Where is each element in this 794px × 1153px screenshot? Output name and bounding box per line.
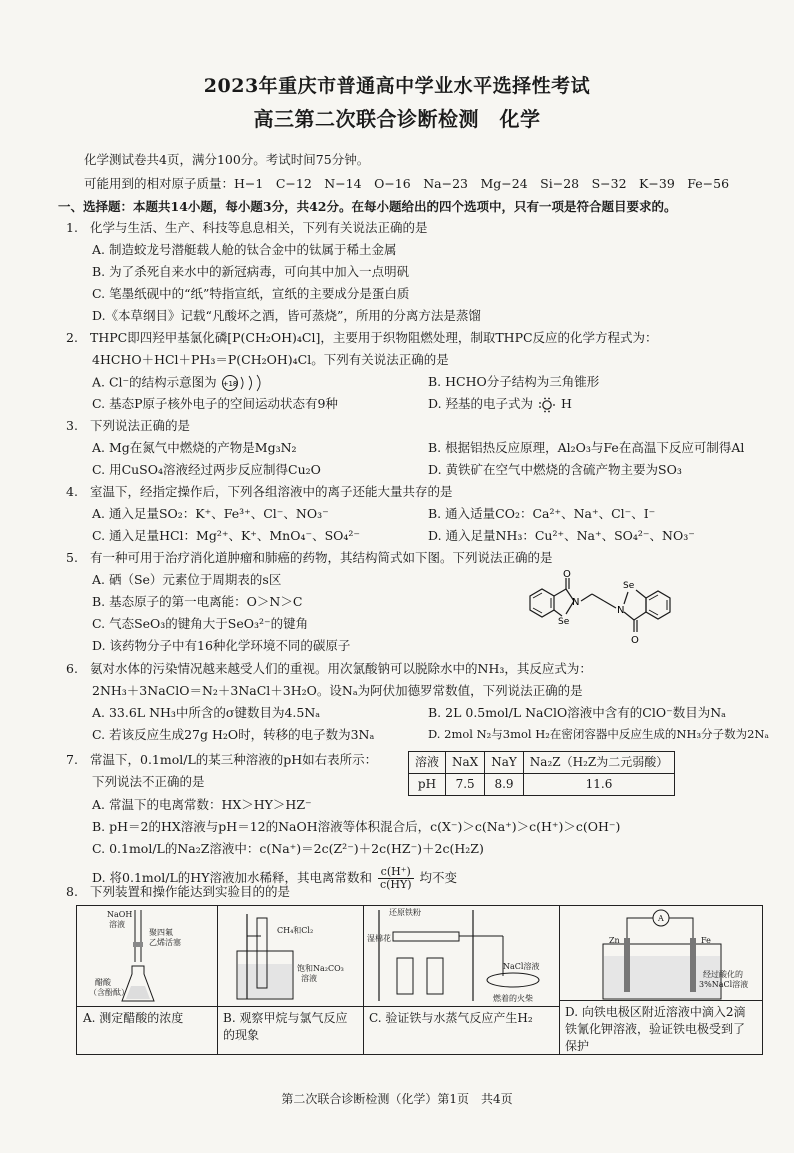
table-header-row (409, 752, 675, 774)
table-cell: 11.6 (523, 774, 674, 796)
question-stem: THPC即四羟甲基氯化磷[P(CH₂OH)₄Cl]，主要用于织物阻燃处理，制取THPC反应的化学方程式为： (90, 330, 658, 345)
hydroxyl-electron-formula (537, 397, 557, 413)
apparatus-cell-d (559, 906, 762, 1054)
selenium-label-right: Se (623, 581, 635, 591)
option-a: A. 硒（Se）元素位于周期表的s区 (92, 572, 282, 587)
option-a: A. 通入足量SO₂：K⁺、Fe³⁺、Cl⁻、NO₃⁻ (92, 506, 329, 521)
question-stem-2: 4HCHO＋HCl＋PH₃＝P(CH₂OH)₄Cl。下列有关说法正确的是 (92, 352, 449, 367)
option-b: B. 根据铝热反应原理，Al₂O₃与Fe在高温下反应可制得Al (428, 440, 745, 455)
question-number: 1. (66, 220, 78, 235)
label-nacl: NaCl溶液 (503, 962, 540, 971)
question-stem: 常温下，0.1mol/L的某三种溶液的pH如右表所示： (90, 752, 378, 767)
fraction-numerator: c(H⁺) (378, 866, 414, 879)
apparatus-cell-b (217, 906, 364, 1054)
option-b: B. 基态原子的第一电离能：O＞N＞C (92, 594, 303, 609)
question-stem: 下列说法正确的是 (90, 418, 191, 433)
apparatus-panel (76, 905, 763, 1055)
oxygen-label-left: O (563, 569, 571, 580)
option-c: C. 通入足量HCl：Mg²⁺、K⁺、MnO₄⁻、SO₄²⁻ (92, 528, 361, 543)
hydroxyl-h: H (561, 396, 572, 411)
option-d: D. 该药物分子中有16种化学环境不同的碳原子 (92, 638, 351, 653)
section-heading: 一、选择题：本题共14小题，每小题3分，共42分。在每小题给出的四个选项中，只有一项是符合题目要求的。 (58, 199, 677, 214)
label-naoh: NaOH (107, 910, 133, 919)
option-d-text: D. 羟基的电子式为 (428, 396, 534, 411)
label-solution-b: 溶液 (301, 974, 317, 983)
exam-subtitle: 高三第二次联合诊断检测 化学 (253, 107, 541, 131)
fraction (378, 866, 414, 891)
label-ch4-cl2: CH₄和Cl₂ (277, 926, 314, 935)
label-ptfe: 聚四氟 (149, 928, 173, 937)
option-d: D. 通入足量NH₃：Cu²⁺、Na⁺、SO₄²⁻、NO₃⁻ (428, 528, 695, 543)
methane-chlorine-apparatus-diagram (217, 906, 363, 1006)
option-c: C. 气态SeO₃的键角大于SeO₃²⁻的键角 (92, 616, 309, 631)
option-a: A. Mg在氮气中燃烧的产物是Mg₃N₂ (92, 440, 297, 455)
option-c: C. 0.1mol/L的Na₂Z溶液中：c(Na⁺)＝2c(Z²⁻)＋2c(HZ⁻)＋2c(H₂Z) (92, 841, 484, 856)
caption-d: D. 向铁电极区附近溶液中滴入2滴铁氰化钾溶液，验证铁电极受到了保护 (559, 1000, 762, 1057)
ph-table (408, 751, 675, 796)
question-stem-2: 下列说法不正确的是 (92, 774, 205, 789)
exam-title: 2023年重庆市普通高中学业水平选择性考试 (203, 75, 591, 97)
iron-steam-apparatus-diagram (363, 906, 559, 1006)
question-number: 5. (66, 550, 78, 565)
caption-c: C. 验证铁与水蒸气反应产生H₂ (363, 1006, 559, 1030)
table-row (409, 774, 675, 796)
question-stem: 有一种可用于治疗消化道肿瘤和肺癌的药物，其结构简式如下图。下列说法正确的是 (90, 550, 553, 565)
option-a: A. 33.6L NH₃中所含的σ键数目为4.5Nₐ (92, 705, 321, 720)
label-na2co3: 饱和Na₂CO₃ (297, 964, 344, 973)
label-fe: Fe (701, 936, 711, 945)
nitrogen-label-right: N (617, 605, 625, 616)
page-footer: 第二次联合诊断检测（化学）第1页 共4页 (281, 1092, 513, 1106)
option-d: D.《本草纲目》记载“凡酸坏之酒，皆可蒸烧”，所用的分离方法是蒸馏 (92, 308, 481, 323)
apparatus-cell-a (77, 906, 218, 1054)
atomic-masses: 可能用到的相对原子质量：H−1 C−12 N−14 O−16 Na−23 Mg−24 Si−28 S−32 K−39 Fe−56 (84, 176, 730, 191)
cl-ion-structure-diagram (221, 374, 269, 392)
option-c: C. 基态P原子核外电子的空间运动状态有9种 (92, 396, 338, 411)
option-c: C. 若该反应生成27g H₂O时，转移的电子数为3Nₐ (92, 727, 375, 742)
option-b: B. HCHO分子结构为三角锥形 (428, 374, 600, 389)
question-number: 4. (66, 484, 78, 499)
option-d (428, 396, 572, 413)
question-number: 3. (66, 418, 78, 433)
label-zn: Zn (609, 936, 620, 945)
fraction-denominator: c(HY) (379, 878, 412, 892)
option-a: A. 制造蛟龙号潜艇载人舱的钛合金中的钛属于稀土金属 (92, 242, 397, 257)
caption-b: B. 观察甲烷与氯气反应的现象 (217, 1006, 363, 1047)
option-a (92, 374, 269, 392)
option-b: B. 2L 0.5mol/L NaClO溶液中含有的ClO⁻数目为Nₐ (428, 705, 726, 720)
table-header-cell: Na₂Z（H₂Z为二元弱酸） (523, 752, 674, 774)
option-a-text: A. Cl⁻的结构示意图为 (92, 374, 217, 390)
option-d: D. 2mol N₂与3mol H₂在密闭容器中反应生成的NH₃分子数为2Nₐ (428, 727, 769, 741)
label-match: 燃着的火柴 (493, 994, 533, 1003)
question-stem: 下列装置和操作能达到实验目的的是 (90, 884, 291, 899)
option-b: B. 为了杀死自来水中的新冠病毒，可向其中加入一点明矾 (92, 264, 410, 279)
label-wet-cotton: 湿棉花 (367, 934, 391, 943)
ammeter-label: A (658, 914, 664, 923)
question-stem: 室温下，经指定操作后，下列各组溶液中的离子还能大量共存的是 (90, 484, 453, 499)
option-d-text: D. 将0.1mol/L的HY溶液加水稀释，其电离常数和 (92, 870, 372, 886)
label-phenolphthalein: （含酚酞） (89, 988, 129, 997)
label-acetic-acid: 醋酸 (95, 978, 111, 987)
label-nacl-solution: 3%NaCl溶液 (699, 980, 749, 989)
table-cell: 7.5 (446, 774, 485, 796)
label-solution: 溶液 (109, 920, 125, 929)
option-c: C. 笔墨纸砚中的“纸”特指宣纸，宣纸的主要成分是蛋白质 (92, 286, 410, 301)
nitrogen-label-left: N (572, 597, 580, 608)
table-header-cell: NaY (485, 752, 524, 774)
apparatus-cell-c (363, 906, 560, 1054)
option-a: A. 常温下的电离常数：HX＞HY＞HZ⁻ (92, 797, 312, 812)
exam-info: 化学测试卷共4页，满分100分。考试时间75分钟。 (84, 152, 370, 167)
option-c: C. 用CuSO₄溶液经过两步反应制得Cu₂O (92, 462, 321, 477)
question-number: 6. (66, 661, 78, 676)
table-cell: 8.9 (485, 774, 524, 796)
oxygen-label-right: O (631, 635, 639, 646)
option-b: B. 通入适量CO₂：Ca²⁺、Na⁺、Cl⁻、I⁻ (428, 506, 656, 521)
nucleus-label: +18 (222, 380, 238, 388)
caption-a: A. 测定醋酸的浓度 (77, 1006, 217, 1030)
question-stem: 化学与生活、生产、科技等息息相关，下列有关说法正确的是 (90, 220, 428, 235)
selenium-label-left: Se (558, 617, 570, 627)
question-number: 8. (66, 884, 78, 899)
question-number: 7. (66, 752, 78, 767)
option-d-tail: 均不变 (419, 870, 458, 886)
option-d: D. 黄铁矿在空气中燃烧的含硫产物主要为SO₃ (428, 462, 682, 477)
table-header-cell: 溶液 (409, 752, 446, 774)
question-stem: 氨对水体的污染情况越来越受人们的重视。用次氯酸钠可以脱除水中的NH₃，其反应式为： (90, 661, 592, 676)
question-number: 2. (66, 330, 78, 345)
question-stem-2: 2NH₃＋3NaClO＝N₂＋3NaCl＋3H₂O。设Nₐ为阿伏加德罗常数值，下列说法正确的是 (92, 683, 583, 698)
label-stopcock: 乙烯活塞 (149, 938, 181, 947)
option-b: B. pH＝2的HX溶液与pH＝12的NaOH溶液等体积混合后，c(X⁻)＞c(Na⁺)＞c(H⁺)＞c(OH⁻) (92, 819, 621, 834)
label-iron-powder: 还原铁粉 (389, 908, 421, 917)
table-cell: pH (409, 774, 446, 796)
table-header-cell: NaX (446, 752, 485, 774)
label-acidified: 经过酸化的 (703, 970, 743, 979)
drug-structure-diagram (520, 568, 700, 650)
